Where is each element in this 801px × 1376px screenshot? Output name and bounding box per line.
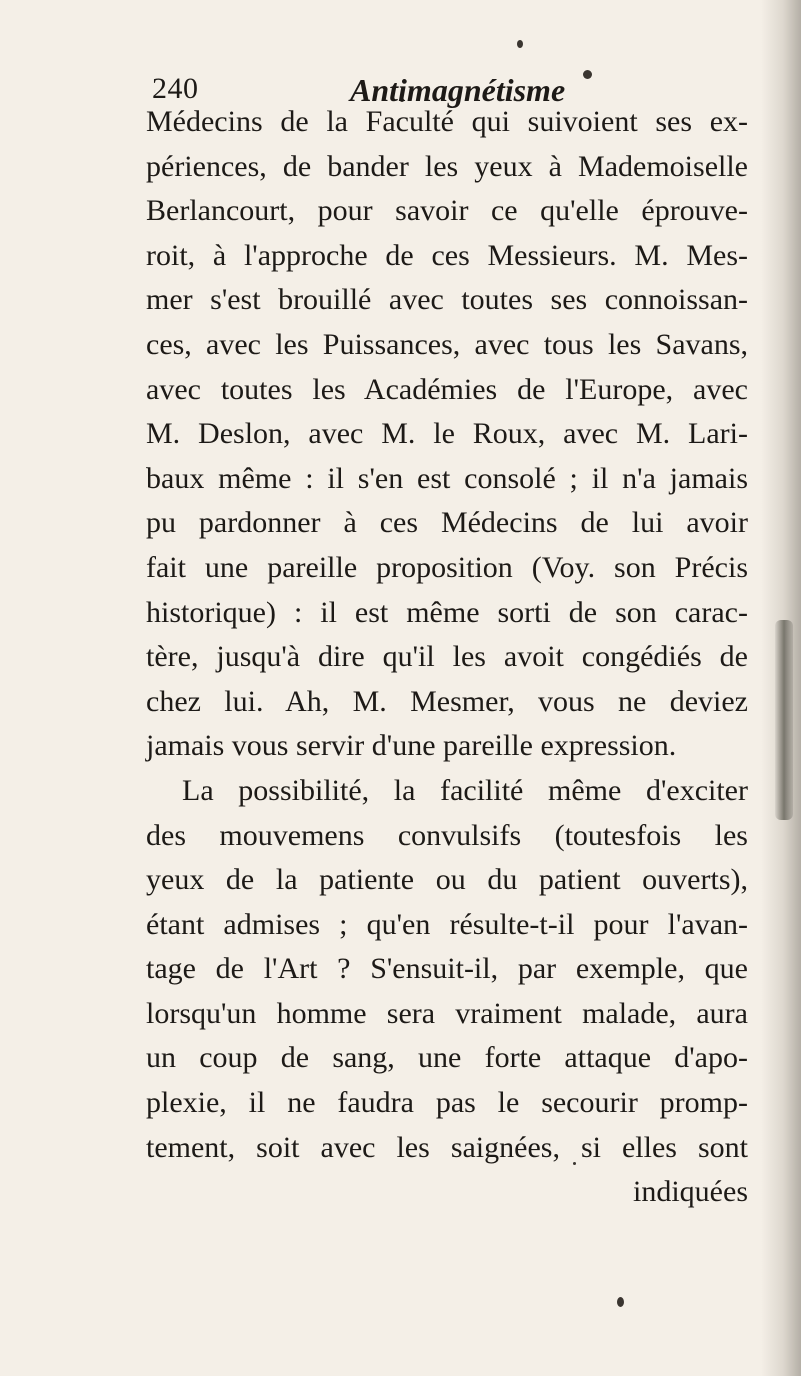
running-title: Antimagnétisme	[350, 72, 566, 108]
body-text	[146, 100, 748, 1215]
text-line: tement, soit avec les saignées, si elles sont	[146, 1130, 748, 1164]
page-edge-dark-band	[775, 620, 793, 820]
text-line: Berlancourt, pour savoir ce qu'elle éprouve-	[146, 194, 748, 228]
text-line: M. Deslon, avec M. le Roux, avec M. Lari-	[146, 417, 748, 451]
text-line: roit, à l'approche de ces Messieurs. M. Mes-	[146, 238, 748, 272]
text-line: jamais vous servir d'une pareille expression.	[146, 729, 677, 763]
text-line: plexie, il ne faudra pas le secourir promp-	[146, 1086, 748, 1120]
text-line: tère, jusqu'à dire qu'il les avoit congédiés de	[146, 640, 748, 674]
text-line: Médecins de la Faculté qui suivoient ses ex-	[146, 105, 748, 138]
text-line: baux même : il s'en est consolé ; il n'a jamais	[146, 461, 748, 495]
text-line: mer s'est brouillé avec toutes ses connoissan-	[146, 283, 748, 317]
text-line: étant admises ; qu'en résulte-t-il pour l'avan-	[146, 907, 748, 941]
text-line: avec toutes les Académies de l'Europe, avec	[146, 372, 748, 406]
catchword: indiquées	[633, 1175, 748, 1209]
text-line: ces, avec les Puissances, avec tous les Savans,	[146, 327, 748, 361]
text-line: pu pardonner à ces Médecins de lui avoir	[146, 506, 748, 540]
text-line: chez lui. Ah, M. Mesmer, vous ne deviez	[146, 684, 748, 718]
text-line: des mouvemens convulsifs (toutesfois les	[146, 818, 748, 852]
text-line: un coup de sang, une forte attaque d'apo-	[146, 1041, 748, 1075]
text-line: yeux de la patiente ou du patient ouverts),	[146, 863, 748, 897]
text-line: La possibilité, la facilité même d'exciter	[182, 773, 748, 807]
text-line: tage de l'Art ? S'ensuit-il, par exemple, que	[146, 952, 748, 986]
text-line: historique) : il est même sorti de son carac-	[146, 595, 748, 629]
text-line: fait une pareille proposition (Voy. son Précis	[146, 550, 748, 584]
text-line: périences, de bander les yeux à Mademoiselle	[146, 149, 748, 183]
text-line: lorsqu'un homme sera vraiment malade, aura	[146, 996, 748, 1030]
page-number: 240	[152, 72, 199, 105]
